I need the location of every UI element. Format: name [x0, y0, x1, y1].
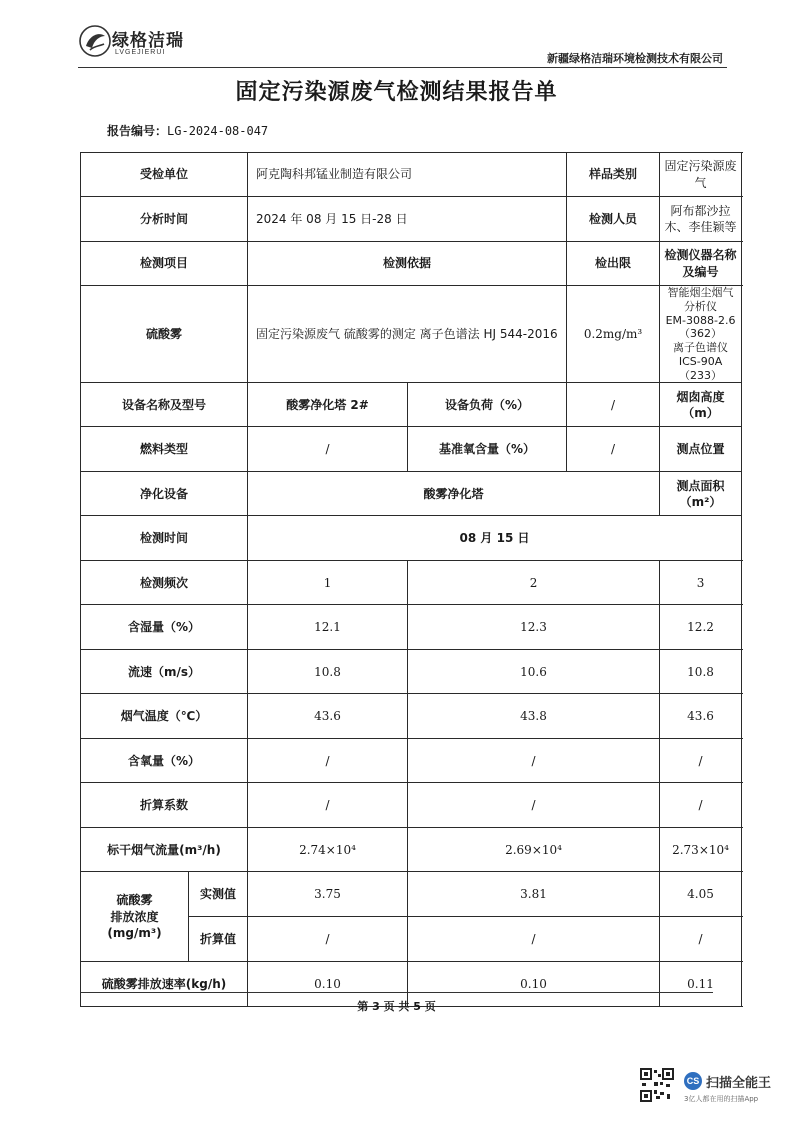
stack-height-label: 烟囱高度（m） [660, 383, 742, 427]
rate-value: 0.10 [408, 962, 660, 1007]
instrument-line: 离子色谱仪 [673, 341, 729, 354]
temp-value: 43.6 [248, 694, 408, 739]
sample-type-label: 样品类别 [567, 153, 660, 197]
company-name: 新疆绿格洁瑞环境检测技术有限公司 [547, 52, 723, 65]
velocity-value: 10.8 [248, 650, 408, 694]
instrument-header: 检测仪器名称及编号 [660, 242, 742, 286]
humidity-value: 12.1 [248, 605, 408, 650]
table-row [81, 561, 742, 605]
conversion-value: / [660, 783, 742, 828]
table-row [81, 153, 742, 197]
results-table [80, 152, 742, 1007]
concentration-label [81, 872, 189, 962]
scanner-logo-icon: CS [684, 1072, 702, 1090]
item-header: 检测项目 [81, 242, 248, 286]
measured-label: 实测值 [189, 872, 248, 917]
table-row [81, 197, 742, 242]
temp-value: 43.6 [660, 694, 742, 739]
velocity-label: 流速（m/s） [81, 650, 248, 694]
converted-value: / [248, 917, 408, 962]
flow-value: 2.74×10⁴ [248, 828, 408, 872]
temp-value: 43.8 [408, 694, 660, 739]
rate-value: 0.11 [660, 962, 742, 1007]
oxygen-value: / [660, 739, 742, 783]
instrument-value [660, 286, 742, 383]
freq-value: 1 [248, 561, 408, 605]
table-row [81, 872, 742, 917]
qr-code-icon [640, 1068, 674, 1102]
analysis-time-label: 分析时间 [81, 197, 248, 242]
concentration-label-line: 硫酸雾 [116, 893, 153, 908]
oxygen-ref-label: 基准氧含量（%） [408, 427, 567, 472]
client-label: 受检单位 [81, 153, 248, 197]
point-label: 测点位置 [660, 427, 742, 472]
measured-value: 4.05 [660, 872, 742, 917]
analysis-time-value: 2024 年 08 月 15 日-28 日 [248, 197, 567, 242]
instrument-line: 智能烟尘烟气分析仪 [667, 286, 734, 313]
rate-label: 硫酸雾排放速率(kg/h) [81, 962, 248, 1007]
flow-value: 2.69×10⁴ [408, 828, 660, 872]
inspector-value: 阿布都沙拉木、李佳颖等 [660, 197, 742, 242]
concentration-label-line: 排放浓度 [110, 909, 159, 924]
table-row [81, 783, 742, 828]
results-table-wrapper [80, 152, 742, 1007]
concentration-label-line: (mg/m³) [107, 925, 162, 940]
table-row [81, 472, 742, 516]
limit-header: 检出限 [567, 242, 660, 286]
test-time-label: 检测时间 [81, 516, 248, 561]
freq-value: 3 [660, 561, 742, 605]
client-value: 阿克陶科邦锰业制造有限公司 [248, 153, 567, 197]
oxygen-value: / [248, 739, 408, 783]
fuel-value: / [248, 427, 408, 472]
converted-value: / [408, 917, 660, 962]
velocity-value: 10.6 [408, 650, 660, 694]
table-row [81, 650, 742, 694]
logo-chinese-text: 绿格洁瑞 [112, 31, 184, 51]
basis-value: 固定污染源废气 硫酸雾的测定 离子色谱法 HJ 544-2016 [248, 286, 567, 383]
table-row [81, 739, 742, 783]
conversion-value: / [408, 783, 660, 828]
oxygen-label: 含氧量（%） [81, 739, 248, 783]
report-number [107, 122, 268, 139]
measured-value: 3.75 [248, 872, 408, 917]
measured-value: 3.81 [408, 872, 660, 917]
company-logo [78, 24, 188, 68]
instrument-line: EM-3088-2.6（362） [665, 313, 736, 341]
load-label: 设备负荷（%） [408, 383, 567, 427]
header-divider [78, 67, 727, 68]
basis-header: 检测依据 [248, 242, 567, 286]
scanner-brand [684, 1072, 784, 1112]
table-row [81, 828, 742, 872]
converted-label: 折算值 [189, 917, 248, 962]
purify-value: 酸雾净化塔 [248, 472, 660, 516]
test-time-value: 08 月 15 日 [248, 516, 742, 561]
humidity-value: 12.2 [660, 605, 742, 650]
report-number-label: 报告编号： [107, 124, 168, 138]
page-number: 第 3 页 共 5 页 [357, 1000, 436, 1013]
fuel-label: 燃料类型 [81, 427, 248, 472]
table-row [81, 286, 742, 383]
scanner-slogan: 3亿人都在用的扫描App [684, 1095, 759, 1103]
area-label: 测点面积（m²） [660, 472, 742, 516]
table-row [81, 694, 742, 739]
flow-value: 2.73×10⁴ [660, 828, 742, 872]
logo-mark-icon [78, 24, 112, 58]
table-row [81, 427, 742, 472]
equipment-label: 设备名称及型号 [81, 383, 248, 427]
report-number-value: LG-2024-08-047 [167, 124, 269, 138]
oxygen-value: / [408, 739, 660, 783]
temp-label: 烟气温度（℃） [81, 694, 248, 739]
logo-english-text: LVGEJIERUI [115, 49, 166, 56]
sample-type-value: 固定污染源废气 [660, 153, 742, 197]
item-value: 硫酸雾 [81, 286, 248, 383]
equipment-value: 酸雾净化塔 2# [248, 383, 408, 427]
limit-value: 0.2mg/m³ [567, 286, 660, 383]
velocity-value: 10.8 [660, 650, 742, 694]
humidity-label: 含湿量（%） [81, 605, 248, 650]
document-title: 固定污染源废气检测结果报告单 [235, 80, 558, 105]
instrument-line: ICS-90A （233） [678, 354, 723, 382]
footer-divider [80, 992, 713, 993]
freq-value: 2 [408, 561, 660, 605]
flow-label: 标干烟气流量(m³/h) [81, 828, 248, 872]
table-row [81, 242, 742, 286]
freq-label: 检测频次 [81, 561, 248, 605]
scanner-name: 扫描全能王 [706, 1076, 772, 1091]
humidity-value: 12.3 [408, 605, 660, 650]
oxygen-ref-value: / [567, 427, 660, 472]
purify-label: 净化设备 [81, 472, 248, 516]
converted-value: / [660, 917, 742, 962]
table-row [81, 605, 742, 650]
conversion-value: / [248, 783, 408, 828]
load-value: / [567, 383, 660, 427]
conversion-label: 折算系数 [81, 783, 248, 828]
table-row [81, 516, 742, 561]
table-row [81, 383, 742, 427]
inspector-label: 检测人员 [567, 197, 660, 242]
rate-value: 0.10 [248, 962, 408, 1007]
